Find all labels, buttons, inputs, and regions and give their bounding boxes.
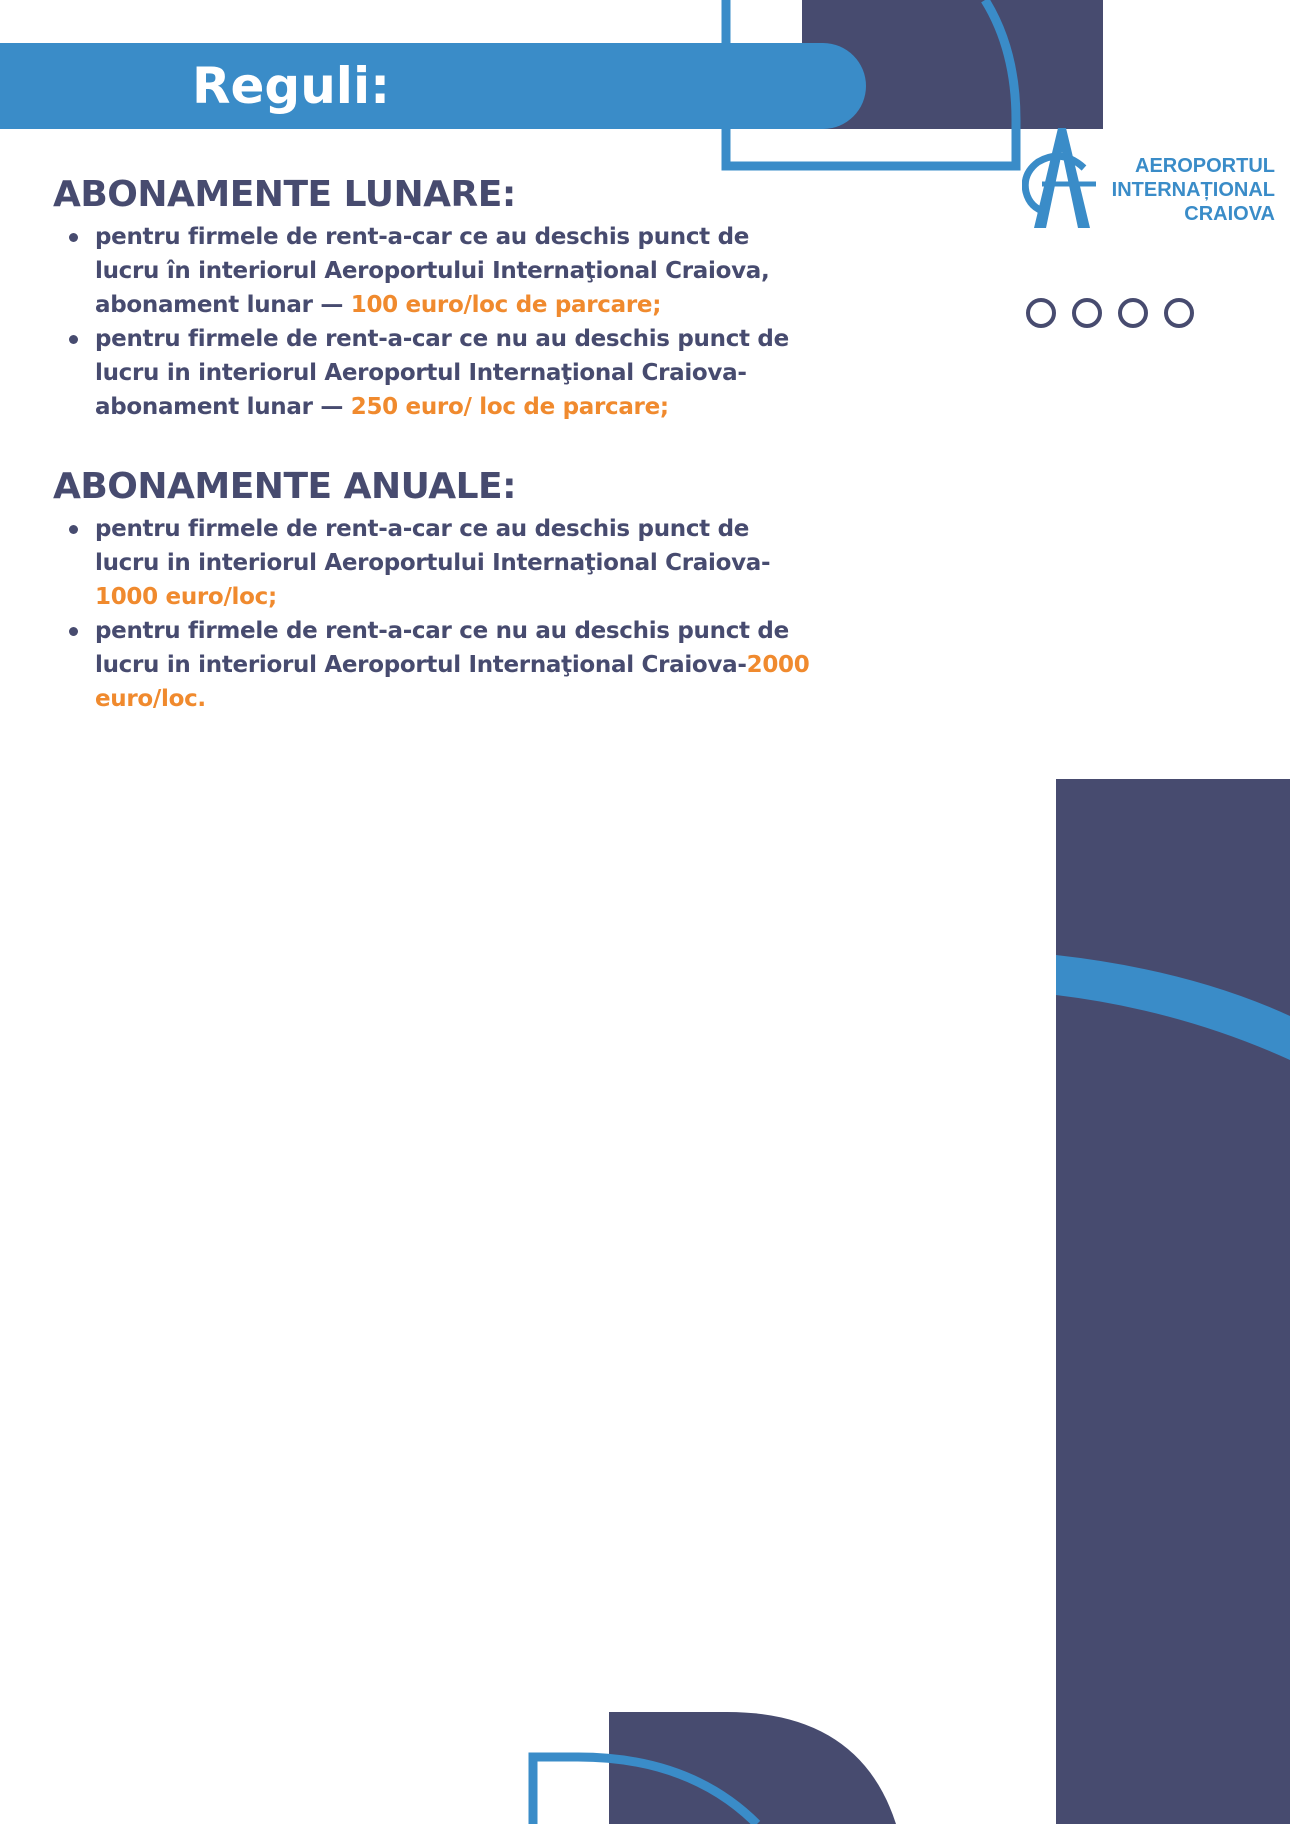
header-banner [0, 43, 866, 129]
page-title: Reguli: [192, 57, 391, 115]
rules-list [53, 220, 833, 424]
rule-price: 1000 euro/loc; [95, 584, 277, 610]
circle-outline-icon [1118, 298, 1148, 328]
logo-line-2: INTERNAȚIONAL [1111, 179, 1275, 201]
section-monthly [53, 170, 833, 424]
airport-logo [1022, 128, 1282, 232]
rule-text: pentru firmele de rent-a-car ce au deschis punct de lucru in interiorul Aeroportului Internaţional Craiova- [95, 516, 771, 576]
rule-text: pentru firmele de rent-a-car ce nu au deschis punct de lucru in interiorul Aeroportul Internaţional Craiova- [95, 618, 789, 678]
rule-item [53, 322, 815, 424]
circle-outline-icon [1164, 298, 1194, 328]
rule-price: 100 euro/loc de parcare; [350, 292, 662, 318]
decorative-dots [1026, 298, 1194, 326]
rule-item [53, 512, 815, 614]
rule-price: 250 euro/ loc de parcare; [350, 394, 669, 420]
rule-text: pentru firmele de rent-a-car ce nu au deschis punct de lucru in interiorul Aeroportul Internaţional Craiova- abonament lunar — [95, 326, 789, 420]
section-title: ABONAMENTE ANUALE: [53, 466, 517, 507]
circle-outline-icon [1026, 298, 1056, 328]
logo-line-1: AEROPORTUL [1135, 155, 1275, 177]
rules-content [53, 170, 833, 754]
rule-item [53, 614, 815, 716]
rule-item [53, 220, 815, 322]
airport-a-logo-icon [1022, 128, 1102, 232]
airport-name [1112, 154, 1275, 226]
rules-list [53, 512, 833, 716]
logo-line-3: CRAIOVA [1184, 203, 1275, 225]
right-navy-column [1056, 779, 1290, 1824]
section-title: ABONAMENTE LUNARE: [53, 174, 516, 215]
circle-outline-icon [1072, 298, 1102, 328]
rule-price: 2000 euro/loc. [95, 652, 810, 712]
section-annual [53, 462, 833, 716]
rule-text: pentru firmele de rent-a-car ce au deschis punct de lucru în interiorul Aeroportului Internaţional Craiova, abonament lunar — [95, 224, 770, 318]
